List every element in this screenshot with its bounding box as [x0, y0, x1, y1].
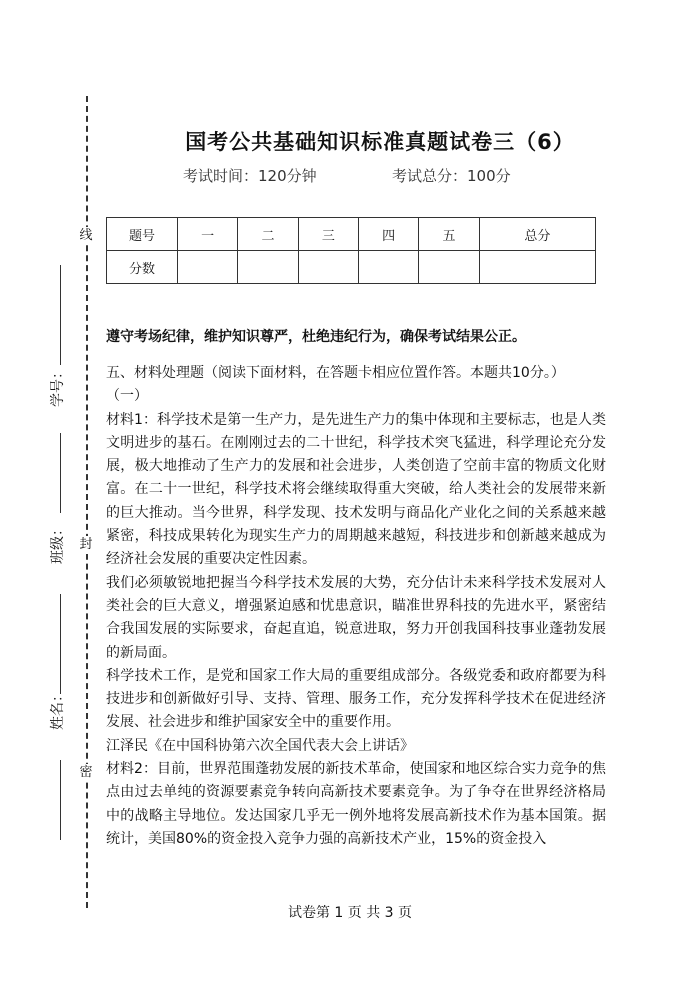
score-input-cell[interactable]	[238, 251, 298, 284]
exam-notice: 遵守考场纪律，维护知识尊严，杜绝违纪行为，确保考试结果公正。	[106, 329, 526, 345]
score-input-cell[interactable]	[479, 251, 595, 284]
score-table-header-row	[107, 218, 596, 251]
name-label: 姓名：	[50, 688, 66, 730]
paragraph: 材料1：科学技术是第一生产力，是先进生产力的集中体现和主要标志，也是人类文明进步的基石。在刚刚过去的二十世纪，科学技术突飞猛进，科学理论充分发展，极大地推动了生产力的发展和社会进步，人类创造了空前丰富的物质文化财富。在二十一世纪，科学技术将会继续取得重大突破，给人类社会的发展带来新的巨大推动。当今世界，科学发现、技术发明与商品化产业化之间的关系越来越紧密，科技成果转化为现实生产力的周期越来越短，科技进步和创新越来越成为经济社会发展的重要决定性因素。	[106, 411, 606, 568]
table-cell: 五	[419, 218, 479, 251]
section-subheading: （一）	[106, 388, 148, 405]
exam-total-score: 考试总分：100分	[392, 167, 511, 185]
paragraph: 材料2：目前，世界范围蓬勃发展的新技术革命，使国家和地区综合实力竞争的焦点由过去单纯的资源要素竞争转向高新技术要素竞争。为了争夺在世界经济格局中的战略主导地位。发达国家几乎无一例外地将发展高新技术作为基本国策。据统计，美国80%的资金投入竞争力强的高新技术产业，15%的资金投入	[106, 761, 606, 847]
citation: 江泽民《在中国科协第六次全国代表大会上讲话》	[106, 737, 414, 754]
score-input-cell[interactable]	[298, 251, 358, 284]
section-heading: 五、材料处理题（阅读下面材料，在答题卡相应位置作答。本题共10分。）	[106, 365, 565, 381]
table-cell: 一	[178, 218, 238, 251]
binding-mark-mi: 密	[79, 765, 93, 780]
score-input-cell[interactable]	[178, 251, 238, 284]
score-table	[106, 217, 596, 284]
section-body	[106, 362, 606, 851]
binding-mark-feng: 封	[79, 537, 93, 552]
table-cell: 三	[298, 218, 358, 251]
binding-dashed-line	[86, 96, 88, 908]
table-cell: 四	[358, 218, 418, 251]
table-cell: 题号	[107, 218, 178, 251]
exam-time: 考试时间：120分钟	[183, 167, 317, 185]
table-cell: 分数	[107, 251, 178, 284]
score-table-score-row	[107, 251, 596, 284]
paragraph: 科学技术工作，是党和国家工作大局的重要组成部分。各级党委和政府都要为科技进步和创新做好引导、支持、管理、服务工作，充分发挥科学技术在促进经济发展、社会进步和维护国家安全中的重要作用。	[106, 667, 606, 731]
student-id-label: 学号：	[50, 365, 66, 407]
page-footer: 试卷第 1 页 共 3 页	[287, 905, 413, 921]
paragraph: 我们必须敏锐地把握当今科学技术发展的大势，充分估计未来科学技术发展对人类社会的巨大意义，增强紧迫感和忧患意识，瞄准世界科技的先进水平，紧密结合我国发展的实际要求，奋起直追，锐意进取，努力开创我国科技事业蓬勃发展的新局面。	[106, 574, 606, 661]
page-title: 国考公共基础知识标准真题试卷三（6）	[185, 130, 575, 154]
table-cell: 总分	[479, 218, 595, 251]
class-label: 班级：	[50, 522, 66, 564]
score-input-cell[interactable]	[358, 251, 418, 284]
score-input-cell[interactable]	[419, 251, 479, 284]
table-cell: 二	[238, 218, 298, 251]
binding-mark-xian: 线	[79, 228, 93, 243]
